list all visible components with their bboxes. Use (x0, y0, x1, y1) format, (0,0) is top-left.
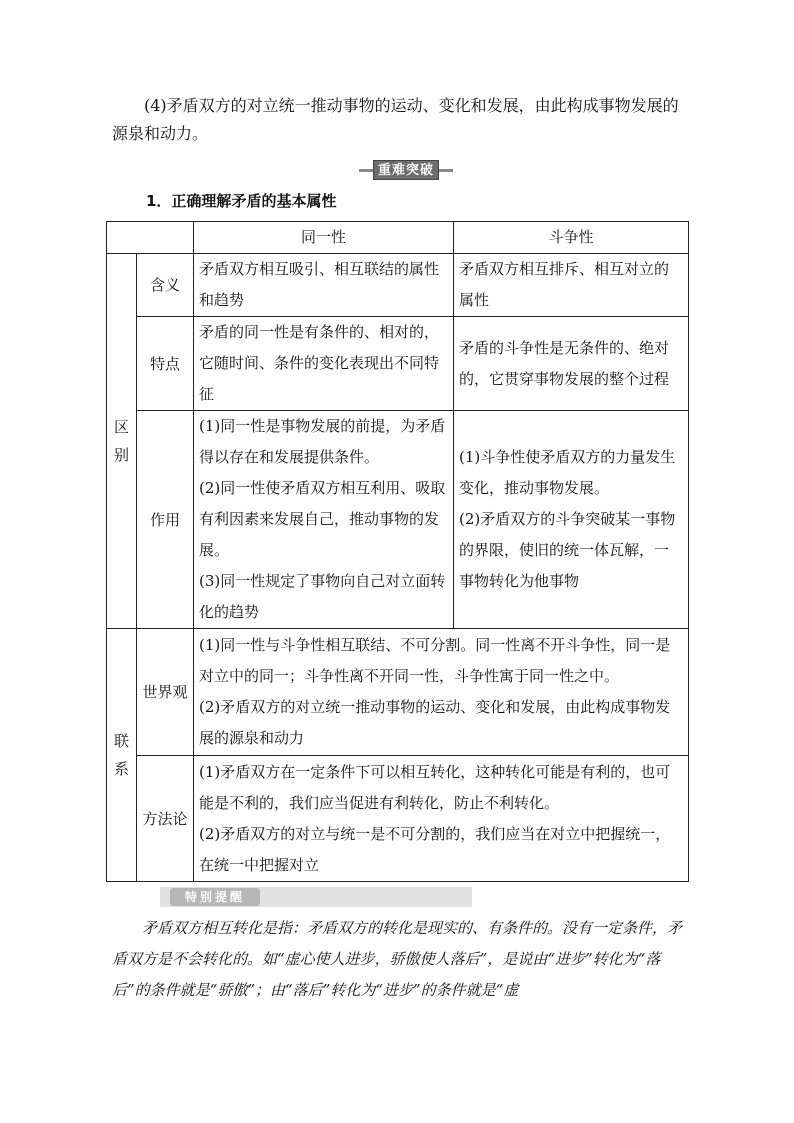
role-struggle-item: (2)矛盾双方的斗争突破某一事物的界限，使旧的统一体瓦解，一事物转化为他事物 (459, 510, 676, 590)
intro-paragraph: (4)矛盾双方的对立统一推动事物的运动、变化和发展，由此构成事物发展的源泉和动力。 (112, 96, 679, 143)
group-connection: 联系 (107, 629, 137, 882)
methodology-item: (1)矛盾双方在一定条件下可以相互转化，这种转化可能是有利的，也可能是不利的，我们应当促进有利转化，防止不利转化。 (199, 762, 671, 812)
contradiction-attributes-table (106, 221, 689, 882)
role-identity-item: (3)同一性规定了事物向自己对立面转化的趋势 (199, 572, 446, 621)
worldview-content (194, 629, 689, 756)
row-label-methodology: 方法论 (137, 756, 194, 882)
worldview-item: (1)同一性与斗争性相互联结、不可分割。同一性离不开斗争性，同一是对立中的同一；斗争性离不开同一性，斗争性寓于同一性之中。 (199, 636, 671, 685)
section-banner (359, 160, 453, 180)
meaning-identity: 矛盾双方相互吸引、相互联结的属性和趋势 (194, 254, 454, 317)
group-distinction: 区别 (107, 254, 137, 629)
meaning-struggle: 矛盾双方相互排斥、相互对立的属性 (454, 254, 689, 317)
features-identity: 矛盾的同一性是有条件的、相对的，它随时间、条件的变化表现出不同特征 (194, 317, 454, 411)
role-identity-item: (1)同一性是事物发展的前提，为矛盾得以存在和发展提供条件。 (199, 417, 446, 466)
row-label-meaning: 含义 (137, 254, 194, 317)
worldview-item: (2)矛盾双方的对立统一推动事物的运动、变化和发展，由此构成事物发展的源泉和动力 (199, 698, 671, 747)
methodology-item: (2)矛盾双方的对立与统一是不可分割的，我们应当在对立中把握统一，在统一中把握对立 (199, 824, 671, 874)
features-struggle: 矛盾的斗争性是无条件的、绝对的，它贯穿事物发展的整个过程 (454, 317, 689, 411)
row-label-features: 特点 (137, 317, 194, 411)
tip-label: 特别提醒 (170, 888, 260, 906)
table-corner-cell (107, 222, 194, 254)
role-identity (194, 411, 454, 629)
header-identity: 同一性 (194, 222, 454, 254)
role-struggle (454, 411, 689, 629)
banner-label: 重难突破 (373, 160, 439, 180)
role-identity-item: (2)同一性使矛盾双方相互利用、吸取有利因素来发展自己，推动事物的发展。 (199, 479, 446, 559)
row-label-worldview: 世界观 (137, 629, 194, 756)
tip-strip (160, 887, 472, 907)
tip-paragraph: 矛盾双方相互转化是指：矛盾双方的转化是现实的、有条件的。没有一定条件，矛盾双方是不会转化的。如“虚心使人进步，骄傲使人落后”，是说由“进步”转化为“落后”的条件就是“骄傲”；由“落后”转化为“进步”的条件就是“虚 (112, 919, 683, 999)
role-struggle-item: (1)斗争性使矛盾双方的力量发生变化，推动事物发展。 (459, 448, 676, 497)
row-label-role: 作用 (137, 411, 194, 629)
methodology-content (194, 756, 689, 882)
header-struggle: 斗争性 (454, 222, 689, 254)
section-title: 1．正确理解矛盾的基本属性 (146, 192, 337, 210)
